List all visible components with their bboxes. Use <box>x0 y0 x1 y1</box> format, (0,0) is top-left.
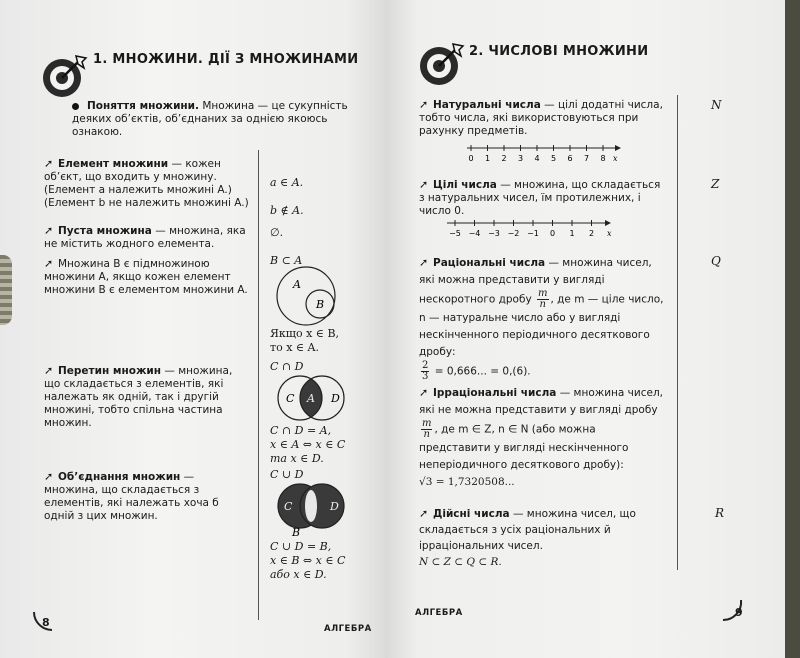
union-math-3: або x ∈ D. <box>270 568 327 581</box>
tick-label: 6 <box>567 154 573 163</box>
target-logo-icon <box>417 40 465 88</box>
target-logo-icon <box>40 52 88 100</box>
arrow-bullet-icon: ➚ <box>44 157 54 170</box>
intersection-label-c: C <box>286 392 295 405</box>
union-math-1: C ∪ D = B, <box>270 540 332 553</box>
element-definition: ➚ Елемент множини — кожен об’єкт, що входить у множину. (Елемент a належить множині A.) (Елемент b не належить множині A.) <box>44 157 249 209</box>
union-label-b: B <box>292 526 301 538</box>
tick-label: −2 <box>507 229 520 238</box>
tick-label: −5 <box>449 229 461 238</box>
arrow-bullet-icon: ➚ <box>44 257 54 270</box>
natural-definition: ➚ Натуральні числа — цілі додатні числа, тобто числа, які використовуються при рахунку предметів. <box>419 98 663 137</box>
intersection-definition: ➚ Перетин множин — множина, що складається з елементів, які належать як одній, так і другій множині, тобто спільна частина множин. <box>44 364 233 429</box>
fraction-m-n: $\frac{m}{n}$ <box>422 418 432 440</box>
intersection-label-a: A <box>307 392 315 405</box>
bullet-icon <box>72 103 79 110</box>
column-divider <box>677 95 678 570</box>
subset-label-b: B <box>316 298 325 311</box>
union-math-top: C ∪ D <box>270 468 304 481</box>
integer-definition: ➚ Цілі числа — множина, що складається з натуральних чисел, їм протилежних, і число 0. <box>419 178 661 217</box>
arrow-bullet-icon: ➚ <box>419 256 429 269</box>
arrow-bullet-icon: ➚ <box>419 178 429 191</box>
empty-set-math: ∅. <box>270 226 284 239</box>
arrow-bullet-icon: ➚ <box>44 364 54 377</box>
tick-label: −3 <box>488 229 500 238</box>
union-label-c: C <box>284 500 293 513</box>
column-divider <box>258 150 259 620</box>
footer-label: АЛГЕБРА <box>415 608 463 618</box>
union-definition: ➚ Об’єднання множин — множина, що складається з елементів, які належать хоча б одній з цих множин. <box>44 470 219 522</box>
arrow-bullet-icon: ➚ <box>419 386 429 399</box>
section-title: 2. ЧИСЛОВІ МНОЖИНИ <box>469 44 649 59</box>
element-math-1: a ∈ A. <box>270 176 304 189</box>
intersection-math-2: x ∈ A ⇔ x ∈ C <box>270 438 346 451</box>
subset-math-1: Якщо x ∈ B, <box>270 327 340 340</box>
subset-diagram <box>268 266 350 328</box>
irrational-definition: ➚ Ірраціональні числа — множина чисел, які не можна представити у вигляді дробу $\frac{m}{n}$ , де m ∈ Z, n ∈ N (або можна представити у вигляді нескінченного неперіодичного десяткового дробу): √3 = 1,7320508... <box>419 386 663 488</box>
tick-label: 3 <box>517 154 524 163</box>
page-number: 9 <box>735 606 743 619</box>
integer-number-line <box>445 217 625 241</box>
intersection-math-1: C ∩ D = A, <box>270 424 332 437</box>
footer-label: АЛГЕБРА <box>324 624 372 634</box>
page-number: 8 <box>42 616 50 629</box>
fraction-2-3: $\frac{2}{3}$ <box>422 360 429 382</box>
natural-number-line <box>465 142 625 166</box>
intersection-math-top: C ∩ D <box>270 360 304 373</box>
tick-label: 2 <box>501 154 507 163</box>
tick-label: 5 <box>550 154 557 163</box>
section-title: 1. МНОЖИНИ. ДІЇ З МНОЖИНАМИ <box>93 52 359 67</box>
arrow-bullet-icon: ➚ <box>419 98 429 111</box>
tick-label: 0 <box>468 154 474 163</box>
union-math-2: x ∈ B ⇔ x ∈ C <box>270 554 346 567</box>
integer-set-symbol: Z <box>711 177 720 191</box>
union-diagram <box>268 480 358 538</box>
binding-spiral <box>0 255 12 325</box>
arrow-bullet-icon: ➚ <box>419 507 429 520</box>
axis-label: x <box>607 229 612 238</box>
union-label-d: D <box>330 500 339 513</box>
subset-math-2: то x ∈ A. <box>270 341 319 354</box>
subset-math-top: B ⊂ A <box>270 254 303 267</box>
left-page <box>0 0 385 658</box>
real-set-symbol: R <box>715 506 725 520</box>
tick-label: 0 <box>549 229 556 238</box>
subset-label-a: A <box>293 278 301 291</box>
natural-set-symbol: N <box>711 98 722 112</box>
empty-set-definition: ➚ Пуста множина — множина, яка не містить жодного елемента. <box>44 224 246 250</box>
tick-label: 4 <box>534 154 540 163</box>
tick-label: 7 <box>583 154 590 163</box>
intersection-label-d: D <box>331 392 340 405</box>
rational-set-symbol: Q <box>711 254 721 268</box>
subset-definition: ➚ Множина B є підмножиною множини A, якщо кожен елемент множини B є елементом множини A. <box>44 257 248 296</box>
intersection-math-3: та x ∈ D. <box>270 452 324 465</box>
tick-label: 8 <box>600 154 606 163</box>
right-page <box>385 0 785 658</box>
concept-definition: Поняття множини. Множина — це сукупність деяких об’єктів, об’єднаних за однією якоюсь ознакою. <box>72 100 348 138</box>
tick-label: 1 <box>484 154 491 163</box>
rational-definition: ➚ Раціональні числа — множина чисел, які можна представити у вигляді нескоротного дробу $\frac{m}{n}$ , де m — ціле число, n — натуральне число або у вигляді нескінченного періодичного десяткового дробу: $\frac{2}{3}$ = 0,666... = 0,(6). <box>419 256 664 382</box>
element-math-2: b ∉ A. <box>270 204 304 217</box>
tick-label: 2 <box>588 229 595 238</box>
arrow-bullet-icon: ➚ <box>44 470 54 483</box>
fraction-m-n: $\frac{m}{n}$ <box>538 288 548 310</box>
intersection-diagram <box>268 372 358 424</box>
tick-label: 1 <box>569 229 575 238</box>
axis-label: x <box>613 154 618 163</box>
tick-label: −1 <box>527 229 539 238</box>
tick-label: −4 <box>468 229 481 238</box>
arrow-bullet-icon: ➚ <box>44 224 54 237</box>
real-definition: ➚ Дійсні числа — множина чисел, що складається з усіх раціональних й ірраціональних чисел. N ⊂ Z ⊂ Q ⊂ R. <box>419 507 636 568</box>
